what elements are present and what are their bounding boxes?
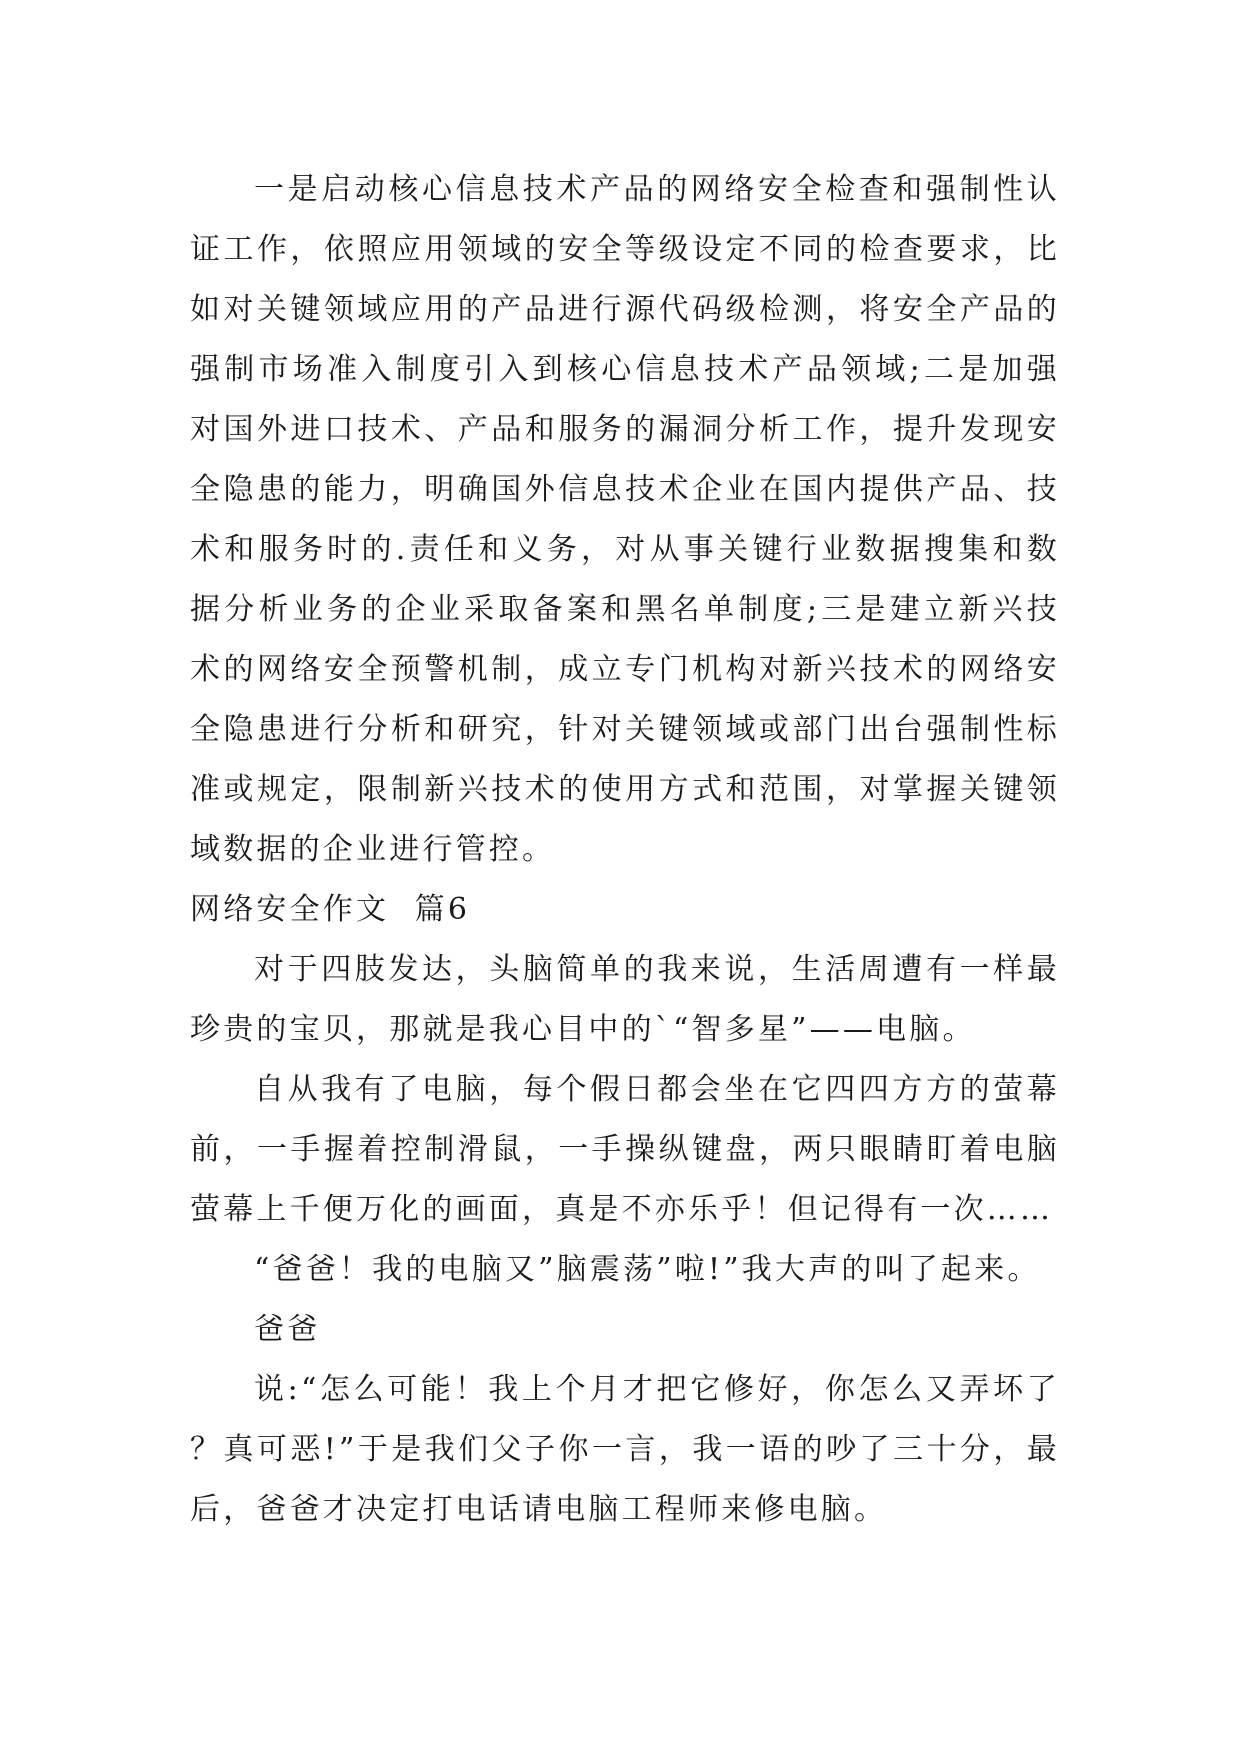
paragraph-security-measures: 一是启动核心信息技术产品的网络安全检查和强制性认证工作，依照应用领域的安全等级设定不同的检查要求，比如对关键领域应用的产品进行源代码级检测，将安全产品的强制市场准入制度引入到核心信息技术产品领域;二是加强对国外进口技术、产品和服务的漏洞分析工作，提升发现安全隐患的能力，明确国外信息技术企业在国内提供产品、技术和服务时的.责任和义务，对从事关键行业数据搜集和数据分析业务的企业采取备案和黑名单制度;三是建立新兴技术的网络安全预警机制，成立专门机构对新兴技术的网络安全隐患进行分析和研究，针对关键领域或部门出台强制性标准或规定，限制新兴技术的使用方式和范围，对掌握关键领域数据的企业进行管控。 (190, 172, 1060, 867)
paragraph-2: 自从我有了电脑，每个假日都会坐在它四四方方的萤幕前，一手握着控制滑鼠，一手操纵键盘，两只眼睛盯着电脑萤幕上千便万化的画面，真是不亦乐乎！但记得有一次…… (190, 1072, 1060, 1227)
section-heading: 网络安全作文 篇6 (190, 892, 471, 927)
article-body (190, 160, 1060, 1540)
paragraph-5: 说:“怎么可能！我上个月才把它修好，你怎么又弄坏了？真可恶!”于是我们父子你一言，我一语的吵了三十分，最后，爸爸才决定打电话请电脑工程师来修电脑。 (190, 1372, 1060, 1527)
paragraph-1: 对于四肢发达，头脑简单的我来说，生活周遭有一样最珍贵的宝贝，那就是我心目中的`“智多星”——电脑。 (190, 952, 1060, 1047)
paragraph-3: “爸爸！我的电脑又”脑震荡”啦!”我大声的叫了起来。 (254, 1252, 1041, 1287)
paragraph-4: 爸爸 (254, 1312, 321, 1347)
